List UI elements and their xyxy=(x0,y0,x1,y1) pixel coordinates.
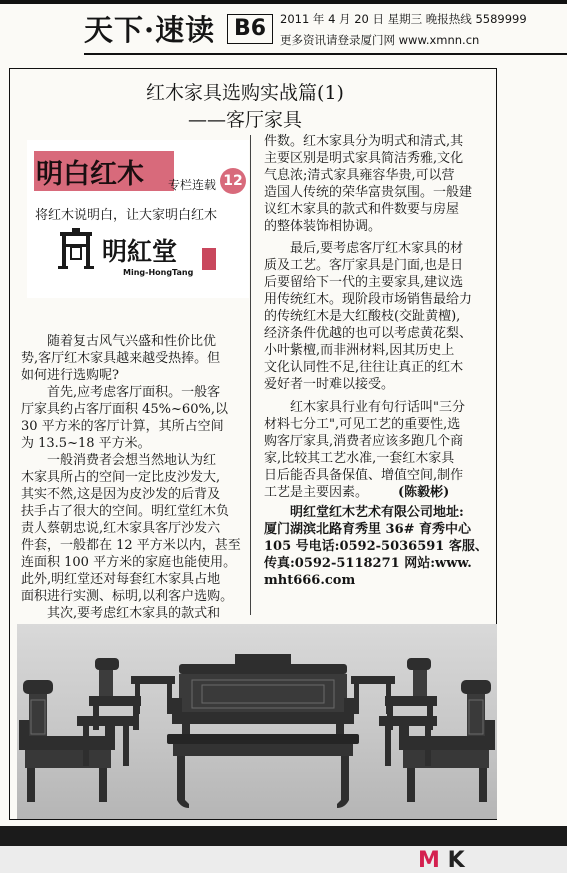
body-line: 购客厅家具,消费者应该多跑几个商 xyxy=(264,434,464,449)
body-line: 红木家具行业有句行话叫"三分 xyxy=(290,400,465,415)
body-line: 用传统红木。现阶段市场销售最给力 xyxy=(264,292,473,307)
registration-letter-m: M xyxy=(418,848,440,873)
author-byline: (陈毅彬) xyxy=(398,485,450,500)
section-title: 天下·速读 xyxy=(84,13,216,47)
column-separator xyxy=(250,135,251,615)
body-line: 最后,要考虑客厅红木家具的材 xyxy=(290,241,464,256)
seal-stamp xyxy=(202,248,216,270)
logo-brand-pinyin: Ming-HongTang xyxy=(123,268,194,277)
logo-title: 明白红木 xyxy=(36,159,144,190)
company-line: 明红堂红木艺术有限公司地址: xyxy=(290,505,464,520)
body-line: 厅家具约占客厅面积 45%~60%,以 xyxy=(21,402,228,417)
body-line: 一般消费者会想当然地认为红 xyxy=(47,453,217,468)
body-line: 造国人传统的荣华富贵氛围。一般建 xyxy=(264,185,473,200)
company-line: 厦门湖滨北路育秀里 36# 育秀中心 xyxy=(264,522,472,537)
body-line: 经济条件优越的也可以考虑黄花梨、 xyxy=(264,326,473,341)
body-line: 随着复古风气兴盛和性价比优 xyxy=(47,334,217,349)
body-line: 气息浓;清式家具雍容华贵,可以营 xyxy=(264,168,455,183)
issue-number-badge: 12 xyxy=(220,168,246,194)
furniture-photo xyxy=(17,624,497,819)
registration-letter-k: K xyxy=(447,848,465,873)
body-line: 主要区别是明式家具简洁秀雅,文化 xyxy=(264,151,464,166)
page-label: B6 xyxy=(227,14,273,44)
website-info: 更多资讯请登录厦门网 www.xmnn.cn xyxy=(280,33,480,47)
footer-bar xyxy=(0,846,567,873)
body-line: 件数。红木家具分为明式和清式,其 xyxy=(264,134,464,149)
body-line: 木家具所占的空间一定比皮沙发大, xyxy=(21,470,221,485)
body-line: 议红木家具的款式和件数要与房屋 xyxy=(264,202,460,217)
body-line: 材料七分工",可见工艺的重要性,选 xyxy=(264,417,461,432)
body-line: 为 13.5~18 平方米。 xyxy=(21,436,151,451)
body-line: 工艺是主要因素。 xyxy=(264,485,369,500)
registration-marks xyxy=(418,848,465,873)
body-line: 的整体装饰相协调。 xyxy=(264,219,382,234)
date-info: 2011 年 4 月 20 日 星期三 晚报热线 5589999 xyxy=(280,12,527,26)
brand-mark-icon xyxy=(56,228,96,270)
company-line: 105 号电话:0592-5036591 客服、 xyxy=(264,539,488,554)
body-line: 质及工艺。客厅家具是门面,也是日 xyxy=(264,258,464,273)
company-line: 传真:0592-5118271 网站:www. xyxy=(264,556,472,571)
body-line: 家,比较其工艺水准,一套红木家具 xyxy=(264,451,455,466)
body-line: 此外,明红堂还对每套红木家具占地 xyxy=(21,572,221,587)
body-line: 文化认同性不足,往往让真正的红木 xyxy=(264,360,464,375)
article-headline xyxy=(120,80,370,134)
body-line: 其次,要考虑红木家具的款式和 xyxy=(47,606,221,621)
header-rule xyxy=(84,53,567,55)
body-line: 势,客厅红木家具越来越受热捧。但 xyxy=(21,351,221,366)
body-line: 首先,应考虑客厅面积。一般客 xyxy=(47,385,221,400)
body-line: 扶手占了很大的空间。明红堂红木负 xyxy=(21,504,230,519)
body-line: 后要留给下一代的主要家具,建议选 xyxy=(264,275,464,290)
footer-band xyxy=(0,826,567,846)
logo-slogan: 将红木说明白，让大家明白红木 xyxy=(35,208,218,223)
body-line: 的传统红木是大红酸枝(交趾黄檀), xyxy=(264,309,461,324)
body-line: 30 平方米的客厅计算，其所占空间 xyxy=(21,419,224,434)
body-line: 爱好者一时难以接受。 xyxy=(264,377,395,392)
body-line: 如何进行选购呢? xyxy=(21,368,119,383)
company-line: mht666.com xyxy=(264,573,356,588)
body-line: 小叶紫檀,而非洲材料,因其历史上 xyxy=(264,343,455,358)
logo-subtitle: 专栏连载 xyxy=(168,178,217,192)
body-line: 件套，一般都在 12 平方米以内，甚至 xyxy=(21,538,241,553)
body-line: 面积进行实测、标明,以利客户选购。 xyxy=(21,589,234,604)
headline-line-2: ——客厅家具 xyxy=(187,109,302,131)
body-line: 责人蔡朝忠说,红木家具客厅沙发六 xyxy=(21,521,221,536)
top-rule xyxy=(0,0,567,4)
body-line: 连面积 100 平方米的家庭也能使用。 xyxy=(21,555,237,570)
body-line: 日后能否具备保值、增值空间,制作 xyxy=(264,468,464,483)
logo-brand-name: 明紅堂 xyxy=(102,237,178,266)
headline-line-1: 红木家具选购实战篇(1) xyxy=(146,82,344,104)
body-line: 其实不然,这是因为皮沙发的后背及 xyxy=(21,487,221,502)
